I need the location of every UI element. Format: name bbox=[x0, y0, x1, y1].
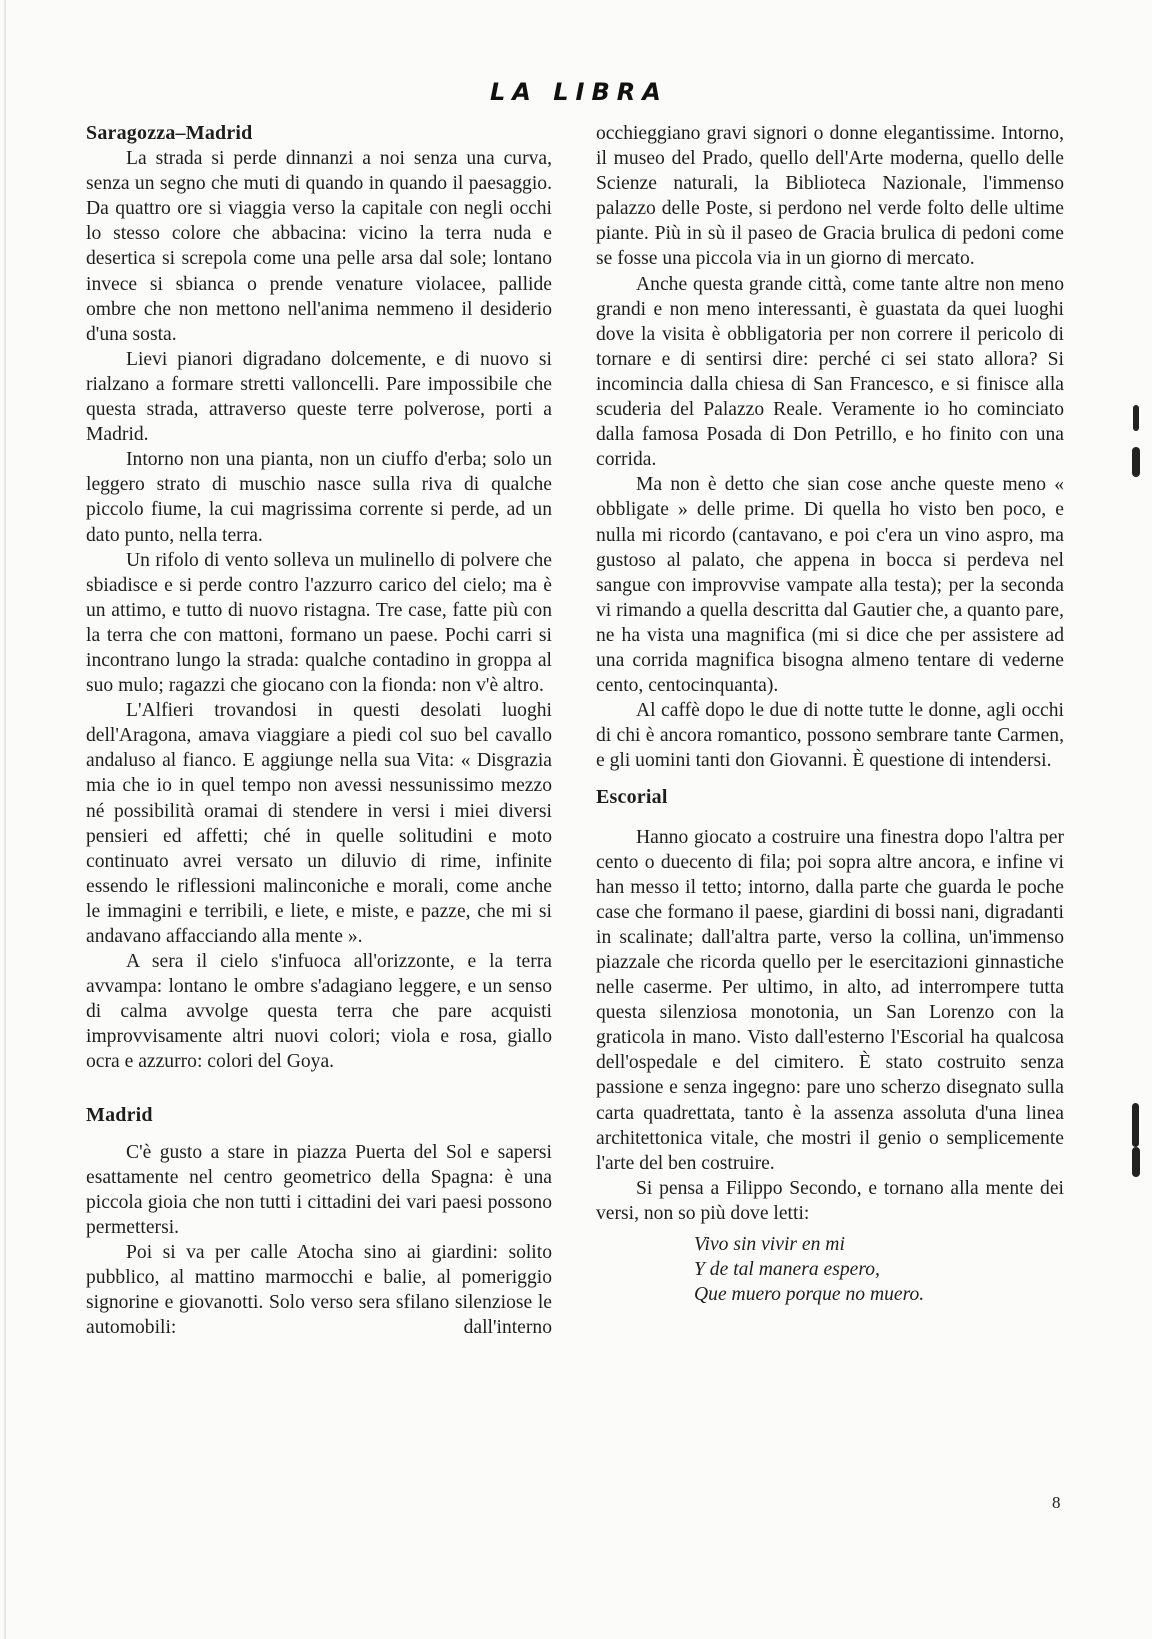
paragraph: Poi si va per calle Atocha sino ai giardini: solito pubblico, al mattino marmocchi e balie, al pomeriggio signorine e giovanotti. Solo verso sera sfilano silenziose le automobili: dall'interno bbox=[86, 1242, 552, 1339]
page-header-title: LA LIBRA bbox=[490, 78, 668, 106]
section-title-saragozza: Saragozza–Madrid bbox=[86, 122, 253, 144]
verse-line: Vivo sin vivir en mi bbox=[694, 1234, 845, 1256]
paragraph: C'è gusto a stare in piazza Puerta del Sol e sapersi esattamente nel centro geometrico della Spagna: è una piccola gioia che non tutti i cittadini dei vari paesi possono permettersi. bbox=[86, 1141, 552, 1238]
section-title-madrid: Madrid bbox=[86, 1103, 153, 1126]
paragraph: Intorno non una pianta, non un ciuffo d'erba; solo un leggero strato di muschio nasce sulla riva di qualche piccolo fiume, la cui magrissima corrente si perde, ad un dato punto, nella terra. bbox=[86, 449, 552, 546]
verse-block bbox=[694, 1232, 1064, 1307]
paragraph: Ma non è detto che sian cose anche queste meno « obbligate » delle prime. Di quella ho visto ben poco, e nulla mi ricordo (cantavano, e poi c'era un vino aspro, ma gustoso al palato, che appena in bocca si perdeva nel sangue con improvvise vampate alla testa); per la seconda vi rimando a quella descritta dal Gautier che, a quanto pare, ne ha vista una magnifica (mi si dice che per assistere ad una corrida magnifica bisogna almeno tentare di vederne cento, centocinquanta). bbox=[596, 474, 1064, 697]
verse-line: Y de tal manera espero, bbox=[694, 1259, 880, 1281]
paragraph-continued: occhieggiano gravi signori o donne elegantissime. Intorno, il museo del Prado, quello dell'Arte moderna, quello delle Scienze naturali, la Biblioteca Nazionale, l'immenso palazzo delle Poste, si perdono nel verde folto delle ultime piante. Più in sù il paseo de Gracia brulica di pedoni come se fosse una piccola via in un giorno di mercato. bbox=[596, 123, 1064, 270]
paragraph: Lievi pianori digradano dolcemente, e di nuovo si rialzano a formare stretti valloncelli. Pare impossibile che questa strada, attraverso queste terre polverose, porti a Madrid. bbox=[86, 348, 552, 446]
verse-line: Que muero porque no muero. bbox=[694, 1284, 925, 1306]
binding-mark bbox=[1132, 1147, 1140, 1177]
page-edge bbox=[4, 0, 6, 1639]
paragraph: Un rifolo di vento solleva un mulinello di polvere che sbiadisce e si perde contro l'azzurro carico del cielo; ma è un attimo, e tutto di nuovo ristagna. Tre case, fatte più con la terra che con mattoni, formano un paese. Pochi carri si incontrano lungo la strada: qualche contadino in groppa al suo mulo; ragazzi che giocano con la fionda: non v'è altro. bbox=[86, 549, 552, 697]
right-column bbox=[596, 121, 1064, 1307]
paragraph: Hanno giocato a costruire una finestra dopo l'altra per cento o duecento di fila; poi sopra altre ancora, e infine vi han messo il tetto; intorno, dalla parte che guarda le poche case che formano il paese, giardini di bossi nani, digradanti in scalinate; dall'altra parte, verso la collina, un'immenso piazzale che ricorda quello per le esercitazioni ginnastiche nelle caserme. Per ultimo, in alto, ad interrompere tutta questa silenziosa monotonia, un San Lorenzo con la graticola in mano. Visto dall'esterno l'Escorial ha qualcosa dell'ospedale e del cimitero. È stato costruito senza passione e senza ingegno: pare uno scherzo disegnato sulla carta quadrettata, tanto è la assenza assoluta d'una linea architettonica vitale, che mostri il genio o semplicemente l'arte del ben costruire. bbox=[596, 826, 1064, 1174]
paragraph: Anche questa grande città, come tante altre non meno grandi e non meno interessanti, è guastata da quei luoghi dove la visita è obbligatoria per non correre il pericolo di tornare e di sentirsi dire: perché ci sei stato allora? Si incomincia dalla chiesa di San Francesco, e si finisce alla scuderia del Palazzo Reale. Veramente io ho cominciato dalla famosa Posada di Don Petrillo, e ho finito con una corrida. bbox=[596, 273, 1064, 471]
paragraph: Si pensa a Filippo Secondo, e tornano alla mente dei versi, non so più dove letti: bbox=[596, 1177, 1064, 1224]
section-title-escorial: Escorial bbox=[596, 786, 668, 809]
paragraph: L'Alfieri trovandosi in questi desolati luoghi dell'Aragona, amava viaggiare a piedi col suo bel cavallo andaluso al fianco. E aggiunge nella sua Vita: « Disgrazia mia che io in quel tempo non avessi nessunissimo mezzo né possibilità oramai di stendere in versi i miei diversi pensieri ed affetti; ché in quelle solitudini e moto continuato avrei versato un diluvio di rime, infinite essendo le riflessioni malinconiche e morali, come anche le immagini e terribili, e liete, e miste, e pazze, che mi si andavano affacciando alla mente ». bbox=[86, 700, 552, 947]
paragraph: A sera il cielo s'infuoca all'orizzonte, e la terra avvampa: lontano le ombre s'adagiano leggere, e un senso di calma avvolge questa terra che pare acquisti improvvisamente altri nuovi colori; viola e rosa, giallo ocra e azzurro: colori del Goya. bbox=[86, 951, 552, 1073]
binding-mark bbox=[1132, 447, 1140, 477]
binding-mark bbox=[1133, 405, 1139, 431]
left-column bbox=[86, 121, 552, 1340]
binding-mark bbox=[1132, 1103, 1139, 1147]
page-number: 8 bbox=[1052, 1493, 1061, 1512]
paragraph: La strada si perde dinnanzi a noi senza una curva, senza un segno che muti di quando in quando il paesaggio. Da quattro ore si viaggia verso la capitale con negli occhi lo stesso colore che abbacina: vicino la terra nuda e desertica si screpola come una pelle arsa dal sole; lontano invece si sbianca o prende venature violacee, pallide ombre che non mettono nell'anima nemmeno il desiderio d'una sosta. bbox=[86, 148, 552, 345]
paragraph: Al caffè dopo le due di notte tutte le donne, agli occhi di chi è ancora romantico, possono sembrare tante Carmen, e gli uomini tanti don Giovanni. È questione di intendersi. bbox=[596, 700, 1064, 772]
